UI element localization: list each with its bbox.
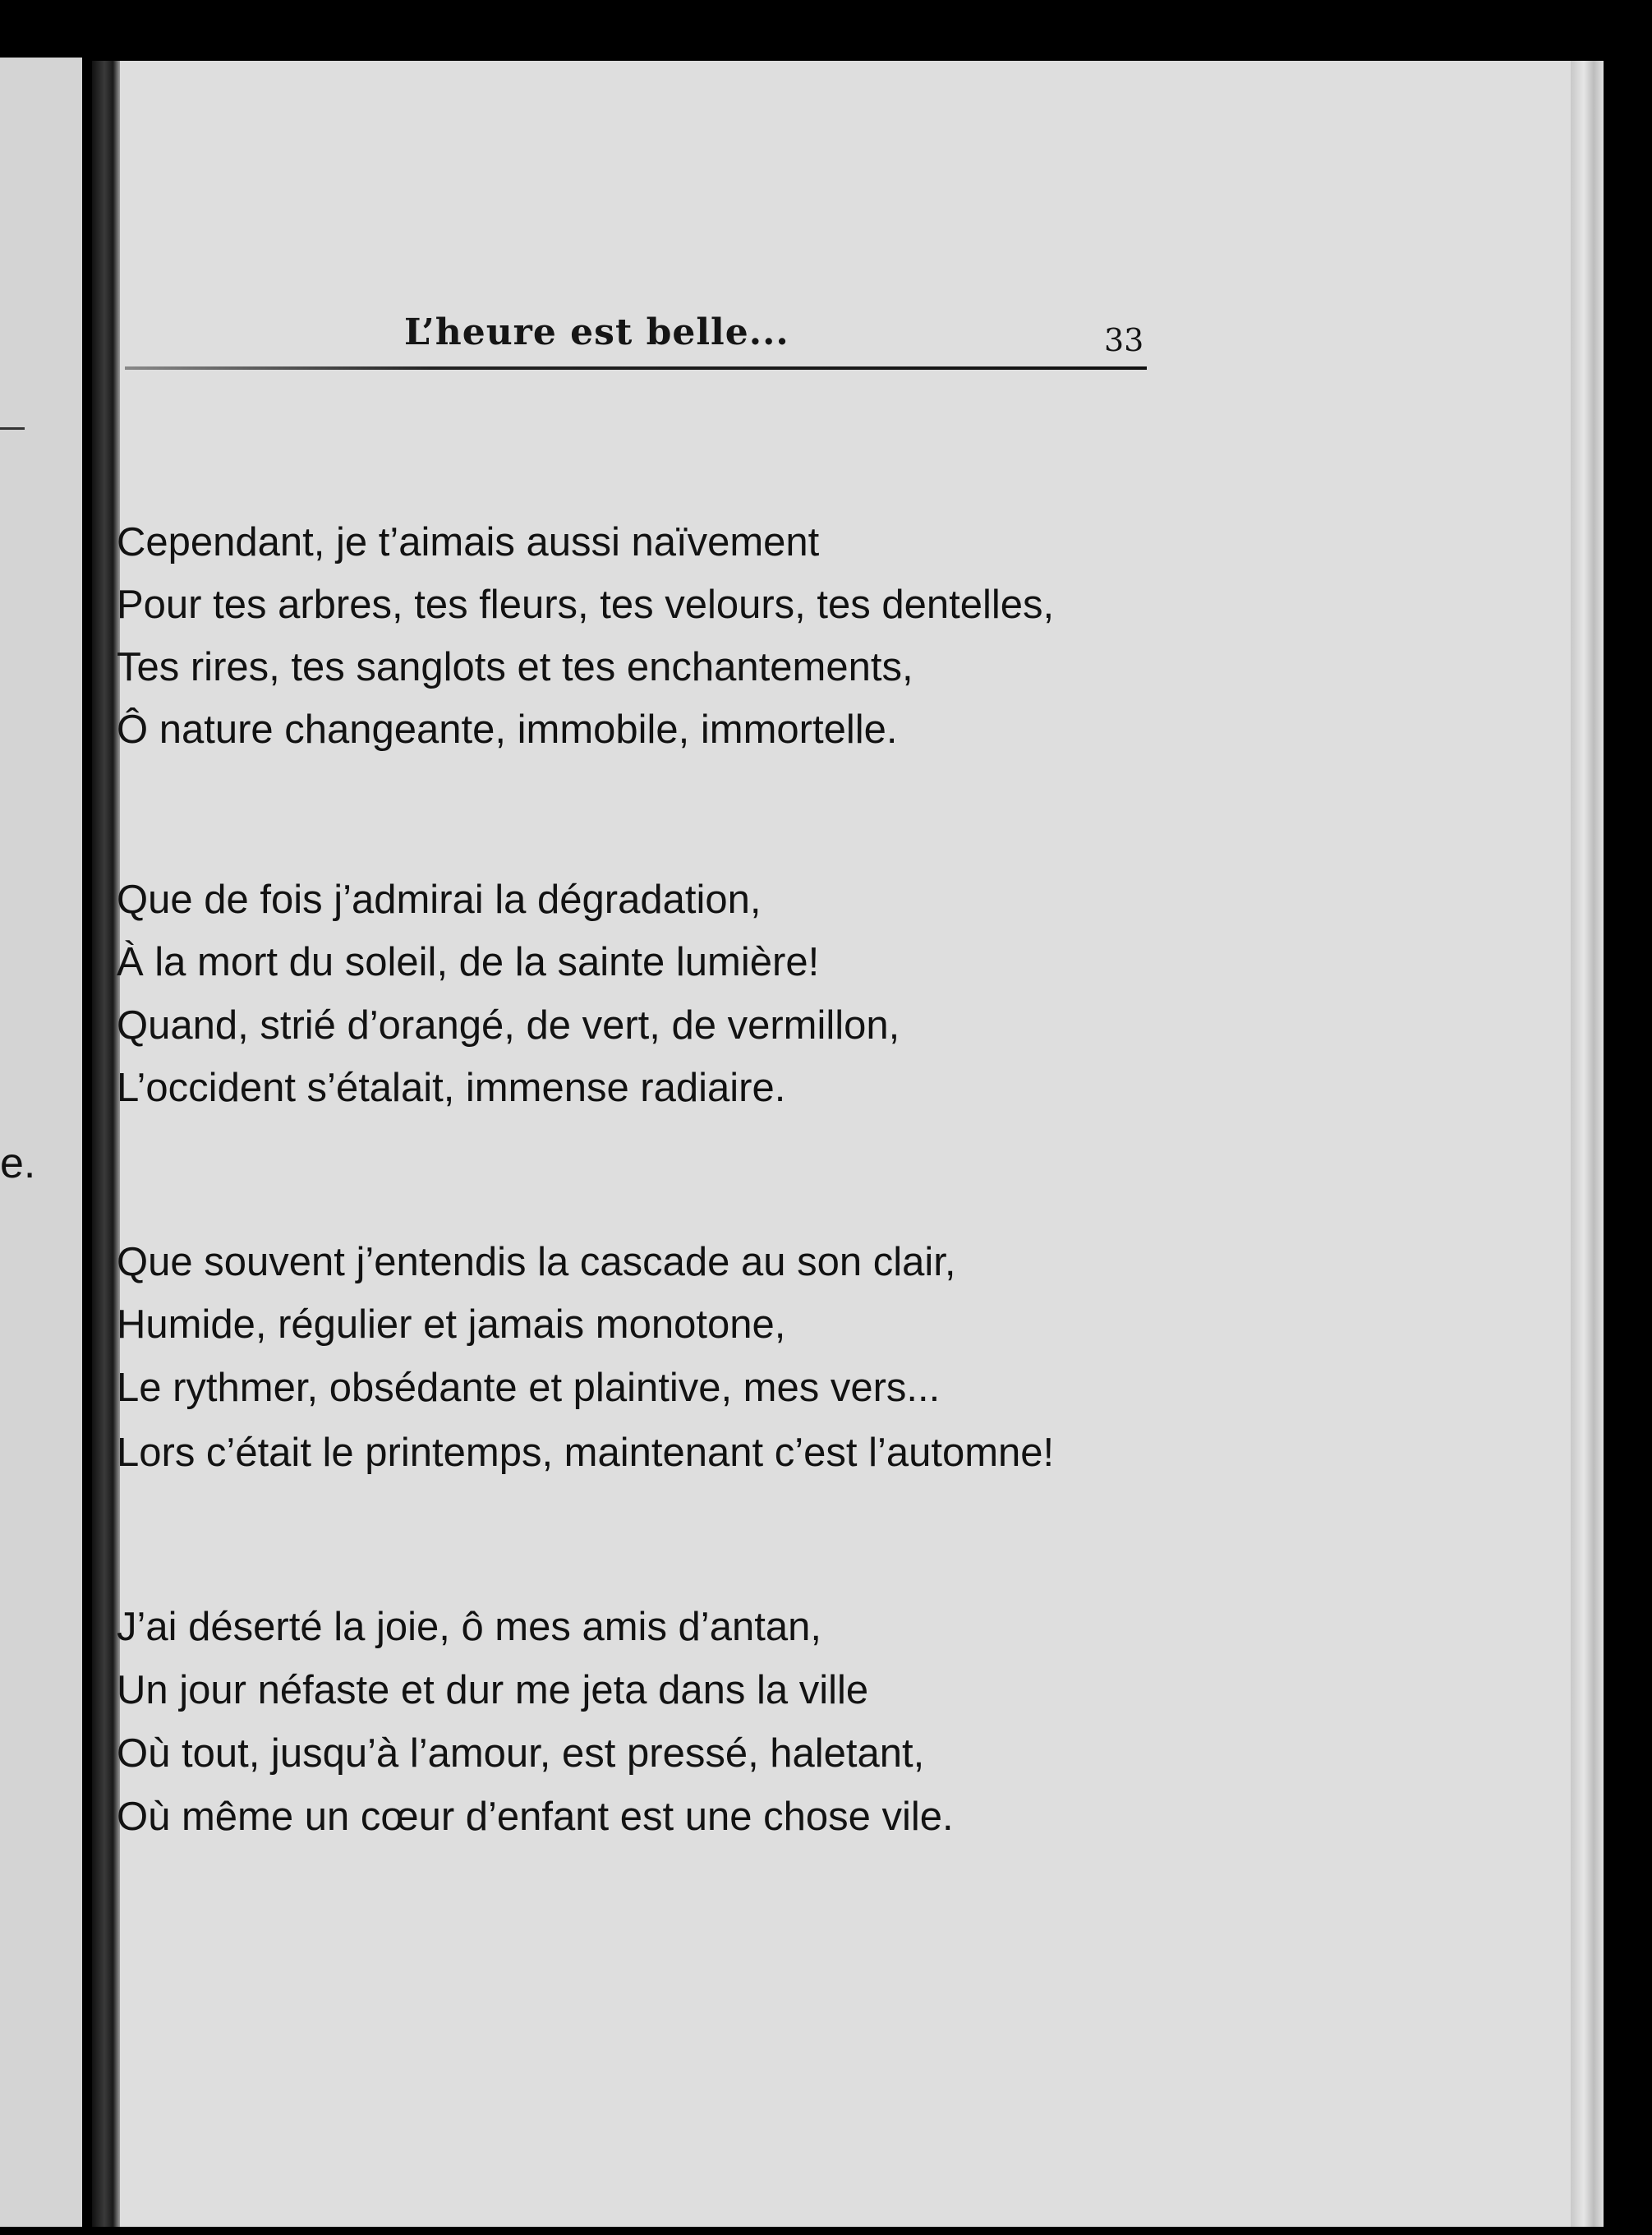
verse-line: Lors c’était le printemps, maintenant c’est l’automne! <box>117 1431 1055 1475</box>
previous-page-edge <box>0 58 82 2227</box>
verse-line: Le rythmer, obsédante et plaintive, mes vers... <box>117 1366 941 1410</box>
previous-page-rule <box>0 427 25 430</box>
verse-line: L’occident s’étalait, immense radiaire. <box>117 1066 786 1110</box>
verse-line: Ô nature changeante, immobile, immortelle. <box>117 707 898 752</box>
verse-line: Pour tes arbres, tes fleurs, tes velours, tes dentelles, <box>117 583 1055 627</box>
verse-line: Cependant, je t’aimais aussi naïvement <box>117 520 820 565</box>
running-title: L’heure est belle... <box>404 311 789 353</box>
verse-line: J’ai déserté la joie, ô mes amis d’antan, <box>117 1605 821 1649</box>
verse-line: Que souvent j’entendis la cascade au son clair, <box>117 1240 956 1284</box>
verse-line: Tes rires, tes sanglots et tes enchantements, <box>117 645 913 689</box>
verse-line: Où tout, jusqu’à l’amour, est pressé, haletant, <box>117 1731 925 1776</box>
book-page <box>92 61 1604 2227</box>
verse-line: À la mort du soleil, de la sainte lumière! <box>117 940 820 984</box>
verse-line: Quand, strié d’orangé, de vert, de vermillon, <box>117 1003 900 1048</box>
verse-line: Où même un cœur d’enfant est une chose vile. <box>117 1795 954 1839</box>
verse-line: Humide, régulier et jamais monotone, <box>117 1302 786 1347</box>
page-number: 33 <box>1104 322 1144 358</box>
previous-page-text: e. <box>0 1140 36 1187</box>
verse-line: Que de fois j’admirai la dégradation, <box>117 878 762 922</box>
poem <box>92 61 1604 2227</box>
verse-line: Un jour néfaste et dur me jeta dans la ville <box>117 1668 869 1712</box>
